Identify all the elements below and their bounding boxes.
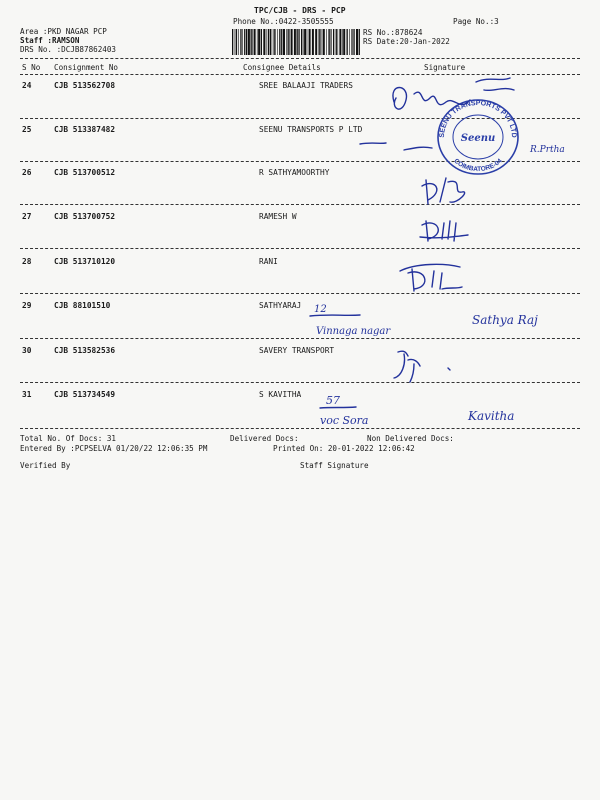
barcode-bar xyxy=(289,29,290,55)
barcode-bar xyxy=(277,29,278,55)
staff-label: Staff :RAMSON xyxy=(20,36,80,45)
barcode-bar xyxy=(309,29,311,55)
divider xyxy=(20,58,580,59)
barcode-bar xyxy=(329,29,330,55)
entered-by: Entered By :PCPSELVA 01/20/22 12:06:35 PM xyxy=(20,444,208,453)
signature-address: voc Sora xyxy=(320,414,369,427)
barcode-bar xyxy=(258,29,260,55)
barcode-bar xyxy=(246,29,247,55)
area-label: Area :PKD NAGAR PCP xyxy=(20,27,107,36)
non-delivered-docs: Non Delivered Docs: xyxy=(367,434,454,443)
barcode-bar xyxy=(266,29,267,55)
row-consignee: SAVERY TRANSPORT xyxy=(259,346,335,355)
signature-row-30 xyxy=(384,346,474,386)
printed-on: Printed On: 20-01-2022 12:06:42 xyxy=(273,444,415,453)
stamp-logo-text: Seenu xyxy=(460,133,496,144)
total-docs: Total No. Of Docs: 31 xyxy=(20,434,117,443)
barcode-bar xyxy=(270,29,271,55)
barcode-bar xyxy=(323,29,325,55)
rs-date: RS Date:20-Jan-2022 xyxy=(363,37,450,46)
stamp-top-text: SEENU TRANSPORTS PVT LTD xyxy=(438,99,518,138)
row-consignment: CJB 513700752 xyxy=(54,212,116,221)
row-divider xyxy=(20,248,580,249)
row-divider xyxy=(20,204,580,205)
column-header-consignment: Consignment No xyxy=(54,63,119,72)
barcode-bar xyxy=(352,29,353,55)
row-consignee: SATHYARAJ xyxy=(259,301,302,310)
barcode-bar xyxy=(338,29,339,55)
signature-row-29 xyxy=(300,298,585,344)
barcode-bar xyxy=(238,29,239,55)
signature-name: Kavitha xyxy=(468,409,515,423)
barcode-bar xyxy=(312,29,314,55)
barcode-bar xyxy=(303,29,304,55)
staff-signature: Staff Signature xyxy=(300,461,369,470)
barcode-bar xyxy=(343,29,345,55)
signature-text: R.Prtha xyxy=(530,145,565,155)
barcode-bar xyxy=(252,29,253,55)
row-consignee: RAMESH W xyxy=(259,212,297,221)
page-number: Page No.:3 xyxy=(453,17,499,26)
barcode-bar xyxy=(351,29,352,55)
row-consignment: CJB 513710120 xyxy=(54,257,116,266)
barcode-bar xyxy=(347,29,348,55)
barcode-bar xyxy=(294,29,296,55)
barcode-bar xyxy=(232,29,233,55)
signature-address: Vinnaga nagar xyxy=(316,326,391,337)
row-sno: 30 xyxy=(22,346,32,355)
row-consignment: CJB 513582536 xyxy=(54,346,116,355)
signature-row-28 xyxy=(396,257,476,297)
row-consignment: CJB 88101510 xyxy=(54,301,111,310)
delivered-docs: Delivered Docs: xyxy=(230,434,299,443)
row-sno: 28 xyxy=(22,257,32,266)
row-consignee: RANI xyxy=(259,257,278,266)
row-consignee: S KAVITHA xyxy=(259,390,302,399)
barcode-bar xyxy=(320,29,321,55)
row-sno: 26 xyxy=(22,168,32,177)
barcode-bar xyxy=(328,29,329,55)
barcode-bar xyxy=(244,29,245,55)
verified-by: Verified By xyxy=(20,461,71,470)
barcode-bar xyxy=(235,29,236,55)
barcode-bar xyxy=(263,29,265,55)
row-consignee: SEENU TRANSPORTS P LTD xyxy=(259,125,363,134)
barcode-bar xyxy=(274,29,275,55)
drs-number: DRS No. :DCJB87862403 xyxy=(20,45,117,54)
row-consignment: CJB 513562708 xyxy=(54,81,116,90)
barcode-bar xyxy=(342,29,343,55)
barcode-bar xyxy=(261,29,262,55)
barcode-bar xyxy=(304,29,306,55)
barcode xyxy=(232,29,360,55)
barcode-bar xyxy=(307,29,308,55)
phone-number: Phone No.:0422-3505555 xyxy=(233,17,334,26)
barcode-bar xyxy=(272,29,273,55)
barcode-bar xyxy=(315,29,317,55)
barcode-bar xyxy=(326,29,327,55)
barcode-bar xyxy=(356,29,358,55)
document-title: TPC/CJB - DRS - PCP xyxy=(254,6,346,15)
column-header-consignee: Consignee Details xyxy=(243,63,321,72)
rs-number: RS No.:878624 xyxy=(363,28,423,37)
barcode-bar xyxy=(251,29,252,55)
barcode-bar xyxy=(319,29,320,55)
barcode-bar xyxy=(240,29,241,55)
barcode-bar xyxy=(248,29,250,55)
barcode-bar xyxy=(298,29,299,55)
signature-name: Sathya Raj xyxy=(472,313,538,327)
barcode-bar xyxy=(349,29,350,55)
barcode-bar xyxy=(291,29,293,55)
barcode-bar xyxy=(333,29,334,55)
barcode-bar xyxy=(339,29,341,55)
barcode-bar xyxy=(279,29,280,55)
barcode-bar xyxy=(353,29,354,55)
row-divider xyxy=(20,293,580,294)
barcode-bar xyxy=(281,29,282,55)
signature-row-24 xyxy=(380,72,540,122)
barcode-bar xyxy=(297,29,298,55)
signature-row-27 xyxy=(418,213,478,247)
barcode-bar xyxy=(359,29,360,55)
row-sno: 27 xyxy=(22,212,32,221)
barcode-bar xyxy=(275,29,276,55)
row-sno: 29 xyxy=(22,301,32,310)
barcode-bar xyxy=(283,29,285,55)
row-sno: 31 xyxy=(22,390,32,399)
row-sno: 24 xyxy=(22,81,32,90)
signature-row-26 xyxy=(416,172,476,212)
barcode-bar xyxy=(236,29,237,55)
row-consignment: CJB 513700512 xyxy=(54,168,116,177)
row-consignee: R SATHYAMOORTHY xyxy=(259,168,330,177)
signature-number: 57 xyxy=(326,394,340,407)
signature-number: 12 xyxy=(314,304,327,315)
signature-row-31 xyxy=(300,390,540,430)
barcode-bar xyxy=(242,29,243,55)
barcode-bar xyxy=(286,29,287,55)
row-divider xyxy=(20,382,580,383)
column-header-sno: S No xyxy=(22,63,41,72)
barcode-bar xyxy=(288,29,289,55)
barcode-bar xyxy=(257,29,258,55)
stamp-bottom-text: COIMBATORE-04 xyxy=(452,157,504,174)
row-consignee: SREE BALAAJI TRADERS xyxy=(259,81,353,90)
row-consignment: CJB 513387482 xyxy=(54,125,116,134)
row-consignment: CJB 513734549 xyxy=(54,390,116,399)
column-header-signature: Signature xyxy=(424,63,466,72)
barcode-bar xyxy=(268,29,269,55)
barcode-bar xyxy=(336,29,337,55)
barcode-bar xyxy=(301,29,302,55)
barcode-bar xyxy=(254,29,256,55)
signature-row-25 xyxy=(352,128,582,168)
row-sno: 25 xyxy=(22,125,32,134)
barcode-bar xyxy=(331,29,332,55)
barcode-bar xyxy=(322,29,323,55)
